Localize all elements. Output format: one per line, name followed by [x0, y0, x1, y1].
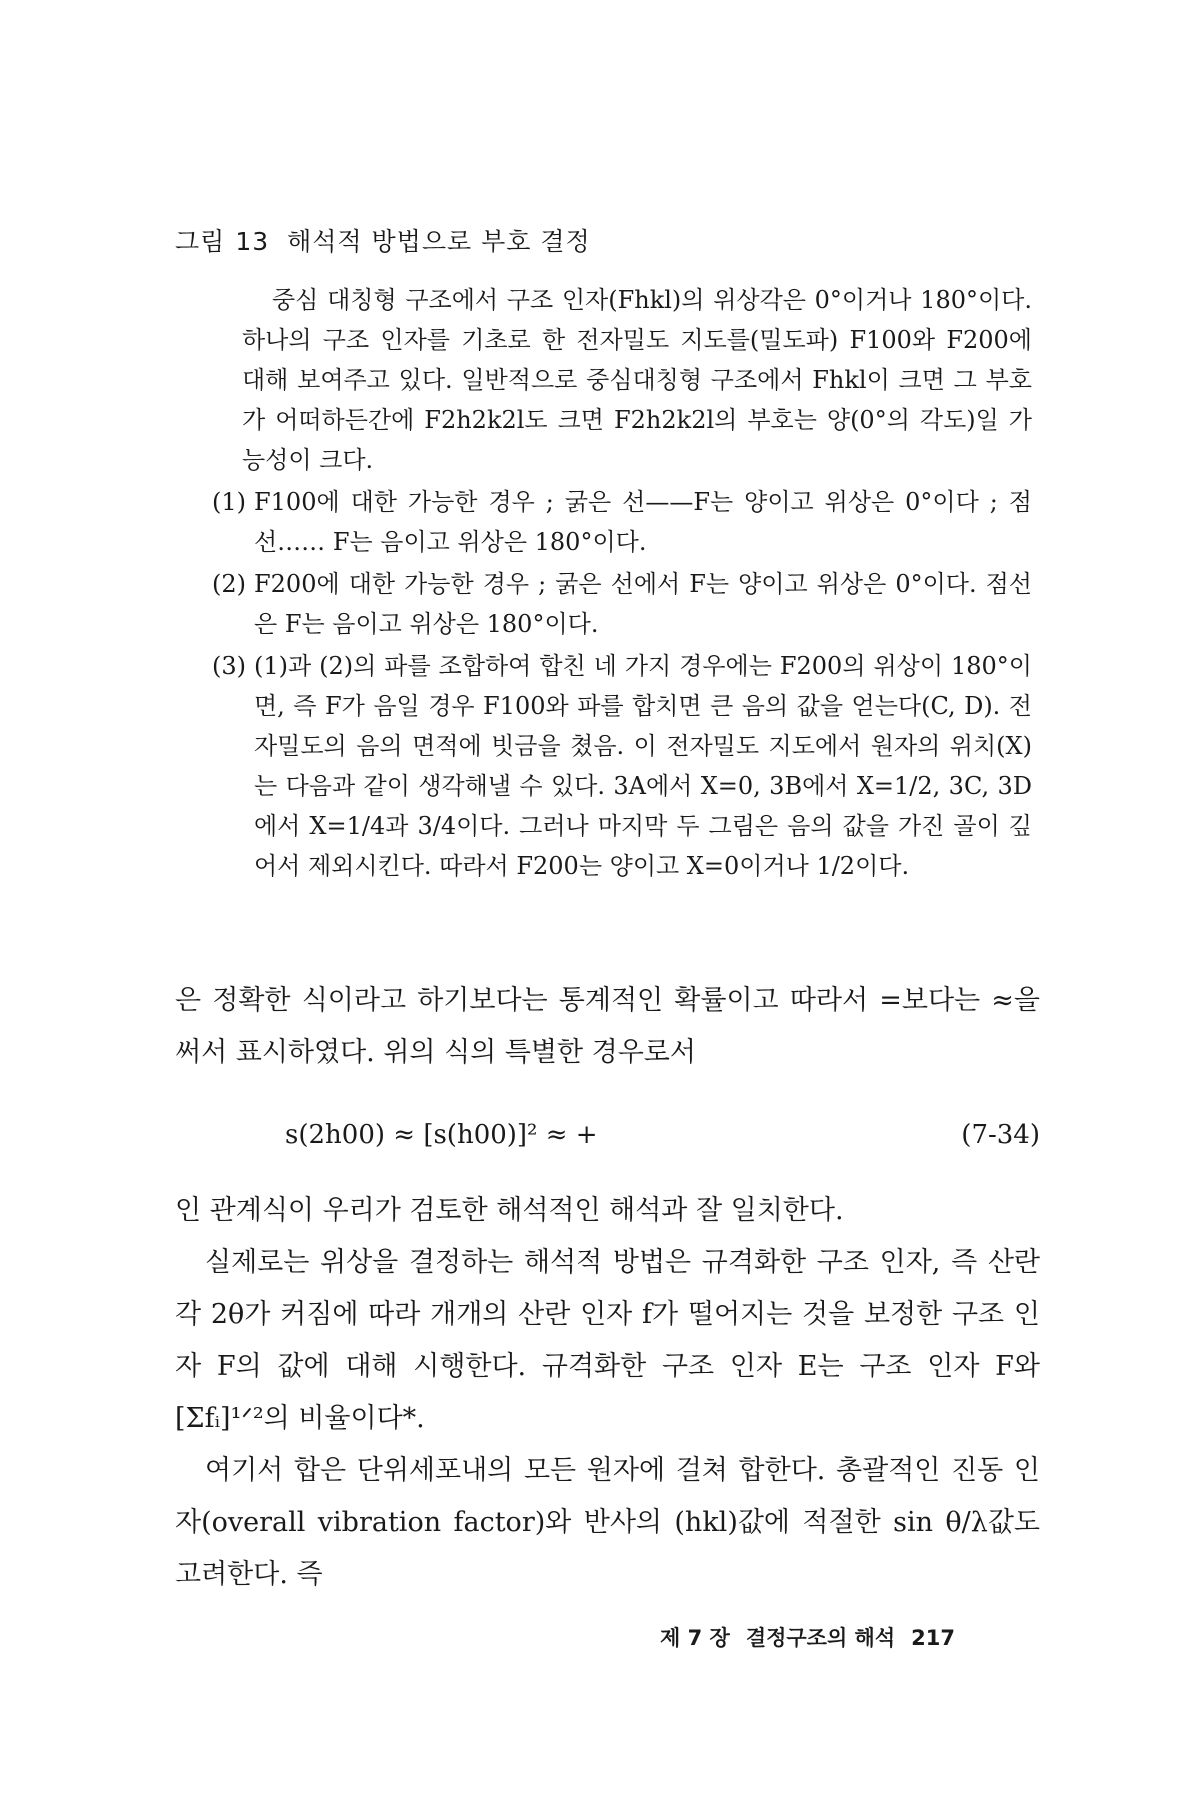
page-footer: [660, 1622, 971, 1652]
footer-chapter: 제 7 장: [660, 1626, 730, 1650]
figure-label: 그림: [175, 227, 226, 256]
caption-item-1: [212, 482, 1032, 562]
item-label: (2): [212, 570, 246, 598]
body-paragraph-4: 여기서 합은 단위세포내의 모든 원자에 걸쳐 합한다. 총괄적인 진동 인자(overall vibration factor)와 반사의 (hkl)값에 적절한 sin θ/λ값도 고려한다. 즉: [175, 1455, 1040, 1590]
figure-title: [175, 222, 1045, 258]
equation-number: (7-34): [961, 1120, 1040, 1150]
footer-page-number: 217: [911, 1626, 955, 1650]
body-text: [175, 975, 1040, 1601]
figure-caption: [175, 222, 1045, 888]
item-text: (1)과 (2)의 파를 조합하여 합친 네 가지 경우에는 F200의 위상이 180°이면, 즉 F가 음일 경우 F100와 파를 합치면 큰 음의 값을 얻는다(C, D). 전자밀도의 음의 면적에 빗금을 쳤음. 이 전자밀도 지도에서 원자의 위치(X)는 다음과 같이 생각해낼 수 있다. 3A에서 X=0, 3B에서 X=1/2, 3C, 3D에서 X=1/4과 3/4이다. 그러나 마지막 두 그림은 음의 값을 가진 골이 깊어서 제외시킨다. 따라서 F200는 양이고 X=0이거나 1/2이다.: [254, 652, 1032, 880]
equation-expression: s(2h00) ≈ [s(h00)]² ≈ +: [285, 1120, 598, 1150]
caption-item-2: [212, 564, 1032, 644]
item-text: F200에 대한 가능한 경우 ; 굵은 선에서 F는 양이고 위상은 0°이다. 점선은 F는 음이고 위상은 180°이다.: [254, 570, 1032, 638]
figure-title-text: 해석적 방법으로 부호 결정: [287, 227, 591, 256]
body-paragraph-3: 실제로는 위상을 결정하는 해석적 방법은 규격화한 구조 인자, 즉 산란각 2θ가 커짐에 따라 개개의 산란 인자 f가 떨어지는 것을 보정한 구조 인자 F의 값에 대해 시행한다. 규격화한 구조 인자 E는 구조 인자 F와 [Σfᵢ]¹ᐟ²의 비율이다*.: [175, 1247, 1040, 1434]
item-text: F100에 대한 가능한 경우 ; 굵은 선——F는 양이고 위상은 0°이다 ; 점선…… F는 음이고 위상은 180°이다.: [254, 488, 1032, 556]
body-paragraph-2: 인 관계식이 우리가 검토한 해석적인 해석과 잘 일치한다.: [175, 1195, 844, 1226]
footer-chapter-title: 결정구조의 해석: [745, 1626, 896, 1650]
caption-body: [212, 280, 1032, 886]
caption-item-3: [212, 646, 1032, 886]
item-label: (1): [212, 488, 246, 516]
equation-7-34: [285, 1109, 1040, 1161]
body-paragraph-1: 은 정확한 식이라고 하기보다는 통계적인 확률이고 따라서 =보다는 ≈을 써서 표시하였다. 위의 식의 특별한 경우로서: [175, 985, 1040, 1068]
item-label: (3): [212, 652, 246, 680]
figure-number: 13: [235, 227, 270, 256]
caption-paragraph: 중심 대칭형 구조에서 구조 인자(Fhkl)의 위상각은 0°이거나 180°이다. 하나의 구조 인자를 기초로 한 전자밀도 지도를(밀도파) F100와 F200에 대해 보여주고 있다. 일반적으로 중심대칭형 구조에서 Fhkl이 크면 그 부호가 어떠하든간에 F2h2k2l도 크면 F2h2k2l의 부호는 양(0°의 각도)일 가능성이 크다.: [242, 286, 1032, 474]
